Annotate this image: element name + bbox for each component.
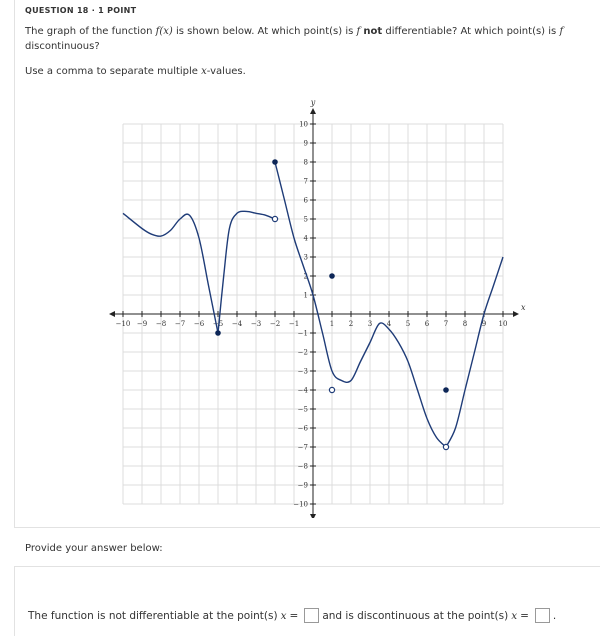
y-tick-label: 4 — [303, 234, 308, 243]
x-tick-label: 8 — [462, 320, 468, 328]
prompt-text-2: is shown below. At which point(s) is — [172, 26, 357, 37]
discontinuous-input[interactable] — [535, 608, 550, 623]
not-differentiable-input[interactable] — [304, 608, 319, 623]
open-point — [443, 444, 448, 449]
x-tick-label: 10 — [498, 320, 508, 328]
prompt-text-4: discontinuous? — [25, 41, 100, 52]
x-tick-label: −9 — [136, 320, 148, 328]
curve-piece-1 — [123, 213, 218, 333]
hint-text-1: Use a comma to separate multiple — [25, 66, 202, 77]
y-tick-label: −3 — [297, 367, 308, 376]
x-tick-label: 5 — [405, 320, 411, 328]
y-tick-label: 6 — [303, 196, 308, 205]
hint-text-2: -values. — [206, 66, 246, 77]
answer-text-2: and is discontinuous at the point(s) — [322, 609, 509, 622]
x-axis-label: x — [521, 303, 526, 312]
y-tick-label: 7 — [303, 177, 308, 186]
hint-variable: x — [201, 66, 207, 77]
question-header: QUESTION 18 · 1 POINT — [25, 6, 137, 15]
y-axis-label: y — [310, 98, 316, 107]
x-tick-label: −10 — [115, 320, 131, 328]
filled-point — [443, 387, 449, 393]
y-tick-label: 1 — [303, 291, 308, 300]
prompt-text-3: differentiable? At which point(s) is — [382, 26, 560, 37]
x-tick-label: −6 — [193, 320, 205, 328]
y-tick-label: −1 — [297, 329, 308, 338]
equals-sign-2: = — [520, 609, 529, 622]
question-hint — [25, 66, 246, 77]
filled-point — [272, 159, 278, 165]
y-tick-label: 10 — [299, 120, 308, 129]
answer-variable-1: x — [280, 609, 287, 622]
answer-end-punct: . — [552, 609, 557, 622]
y-tick-label: 3 — [303, 253, 308, 262]
y-axis-arrow-down — [310, 514, 316, 518]
x-tick-label: 4 — [386, 320, 392, 328]
function-name: f(x) — [155, 26, 173, 37]
answer-panel — [14, 566, 600, 636]
y-tick-label: 2 — [303, 272, 308, 281]
y-tick-label: −6 — [297, 424, 308, 433]
curve-piece-2 — [218, 211, 275, 333]
open-point — [272, 216, 277, 221]
not-emphasis: not — [363, 26, 383, 37]
equals-sign-1: = — [289, 609, 299, 622]
y-tick-label: −2 — [297, 348, 308, 357]
answer-variable-2: x — [511, 609, 518, 622]
x-tick-label: −4 — [231, 320, 243, 328]
x-tick-label: 2 — [348, 320, 354, 328]
answer-text-1: The function is not differentiable at the point(s) — [28, 609, 278, 622]
open-point — [329, 387, 334, 392]
f-symbol: f — [356, 26, 361, 37]
question-prompt — [25, 24, 570, 54]
x-axis-arrow-left — [109, 311, 115, 317]
y-tick-label: −7 — [297, 443, 308, 452]
x-tick-label: 6 — [424, 320, 430, 328]
function-graph — [100, 88, 540, 518]
y-tick-label: 9 — [303, 139, 308, 148]
filled-point — [329, 273, 335, 279]
y-tick-label: 8 — [303, 158, 308, 167]
prompt-text-1: The graph of the function — [25, 26, 156, 37]
x-tick-label: −1 — [288, 320, 300, 328]
x-tick-label: −5 — [212, 320, 224, 328]
x-tick-label: 1 — [329, 320, 335, 328]
x-tick-label: −3 — [250, 320, 262, 328]
curve-piece-3 — [275, 162, 449, 447]
x-axis-arrow-right — [513, 311, 519, 317]
provide-answer-label: Provide your answer below: — [25, 543, 163, 554]
y-tick-label: −4 — [297, 386, 308, 395]
y-tick-label: 5 — [303, 215, 308, 224]
answer-sentence — [28, 608, 556, 623]
x-tick-label: 7 — [443, 320, 449, 328]
y-tick-label: −8 — [297, 462, 308, 471]
x-tick-label: −7 — [174, 320, 186, 328]
x-tick-label: −8 — [155, 320, 167, 328]
x-tick-label: 3 — [367, 320, 373, 328]
y-tick-label: −5 — [297, 405, 308, 414]
x-tick-label: 9 — [481, 320, 487, 328]
y-axis-arrow-up — [310, 108, 316, 114]
y-tick-label: −9 — [297, 481, 308, 490]
filled-point — [215, 330, 221, 336]
f-symbol: f — [559, 26, 564, 37]
x-tick-label: −2 — [269, 320, 281, 328]
y-tick-label: −10 — [293, 500, 308, 509]
